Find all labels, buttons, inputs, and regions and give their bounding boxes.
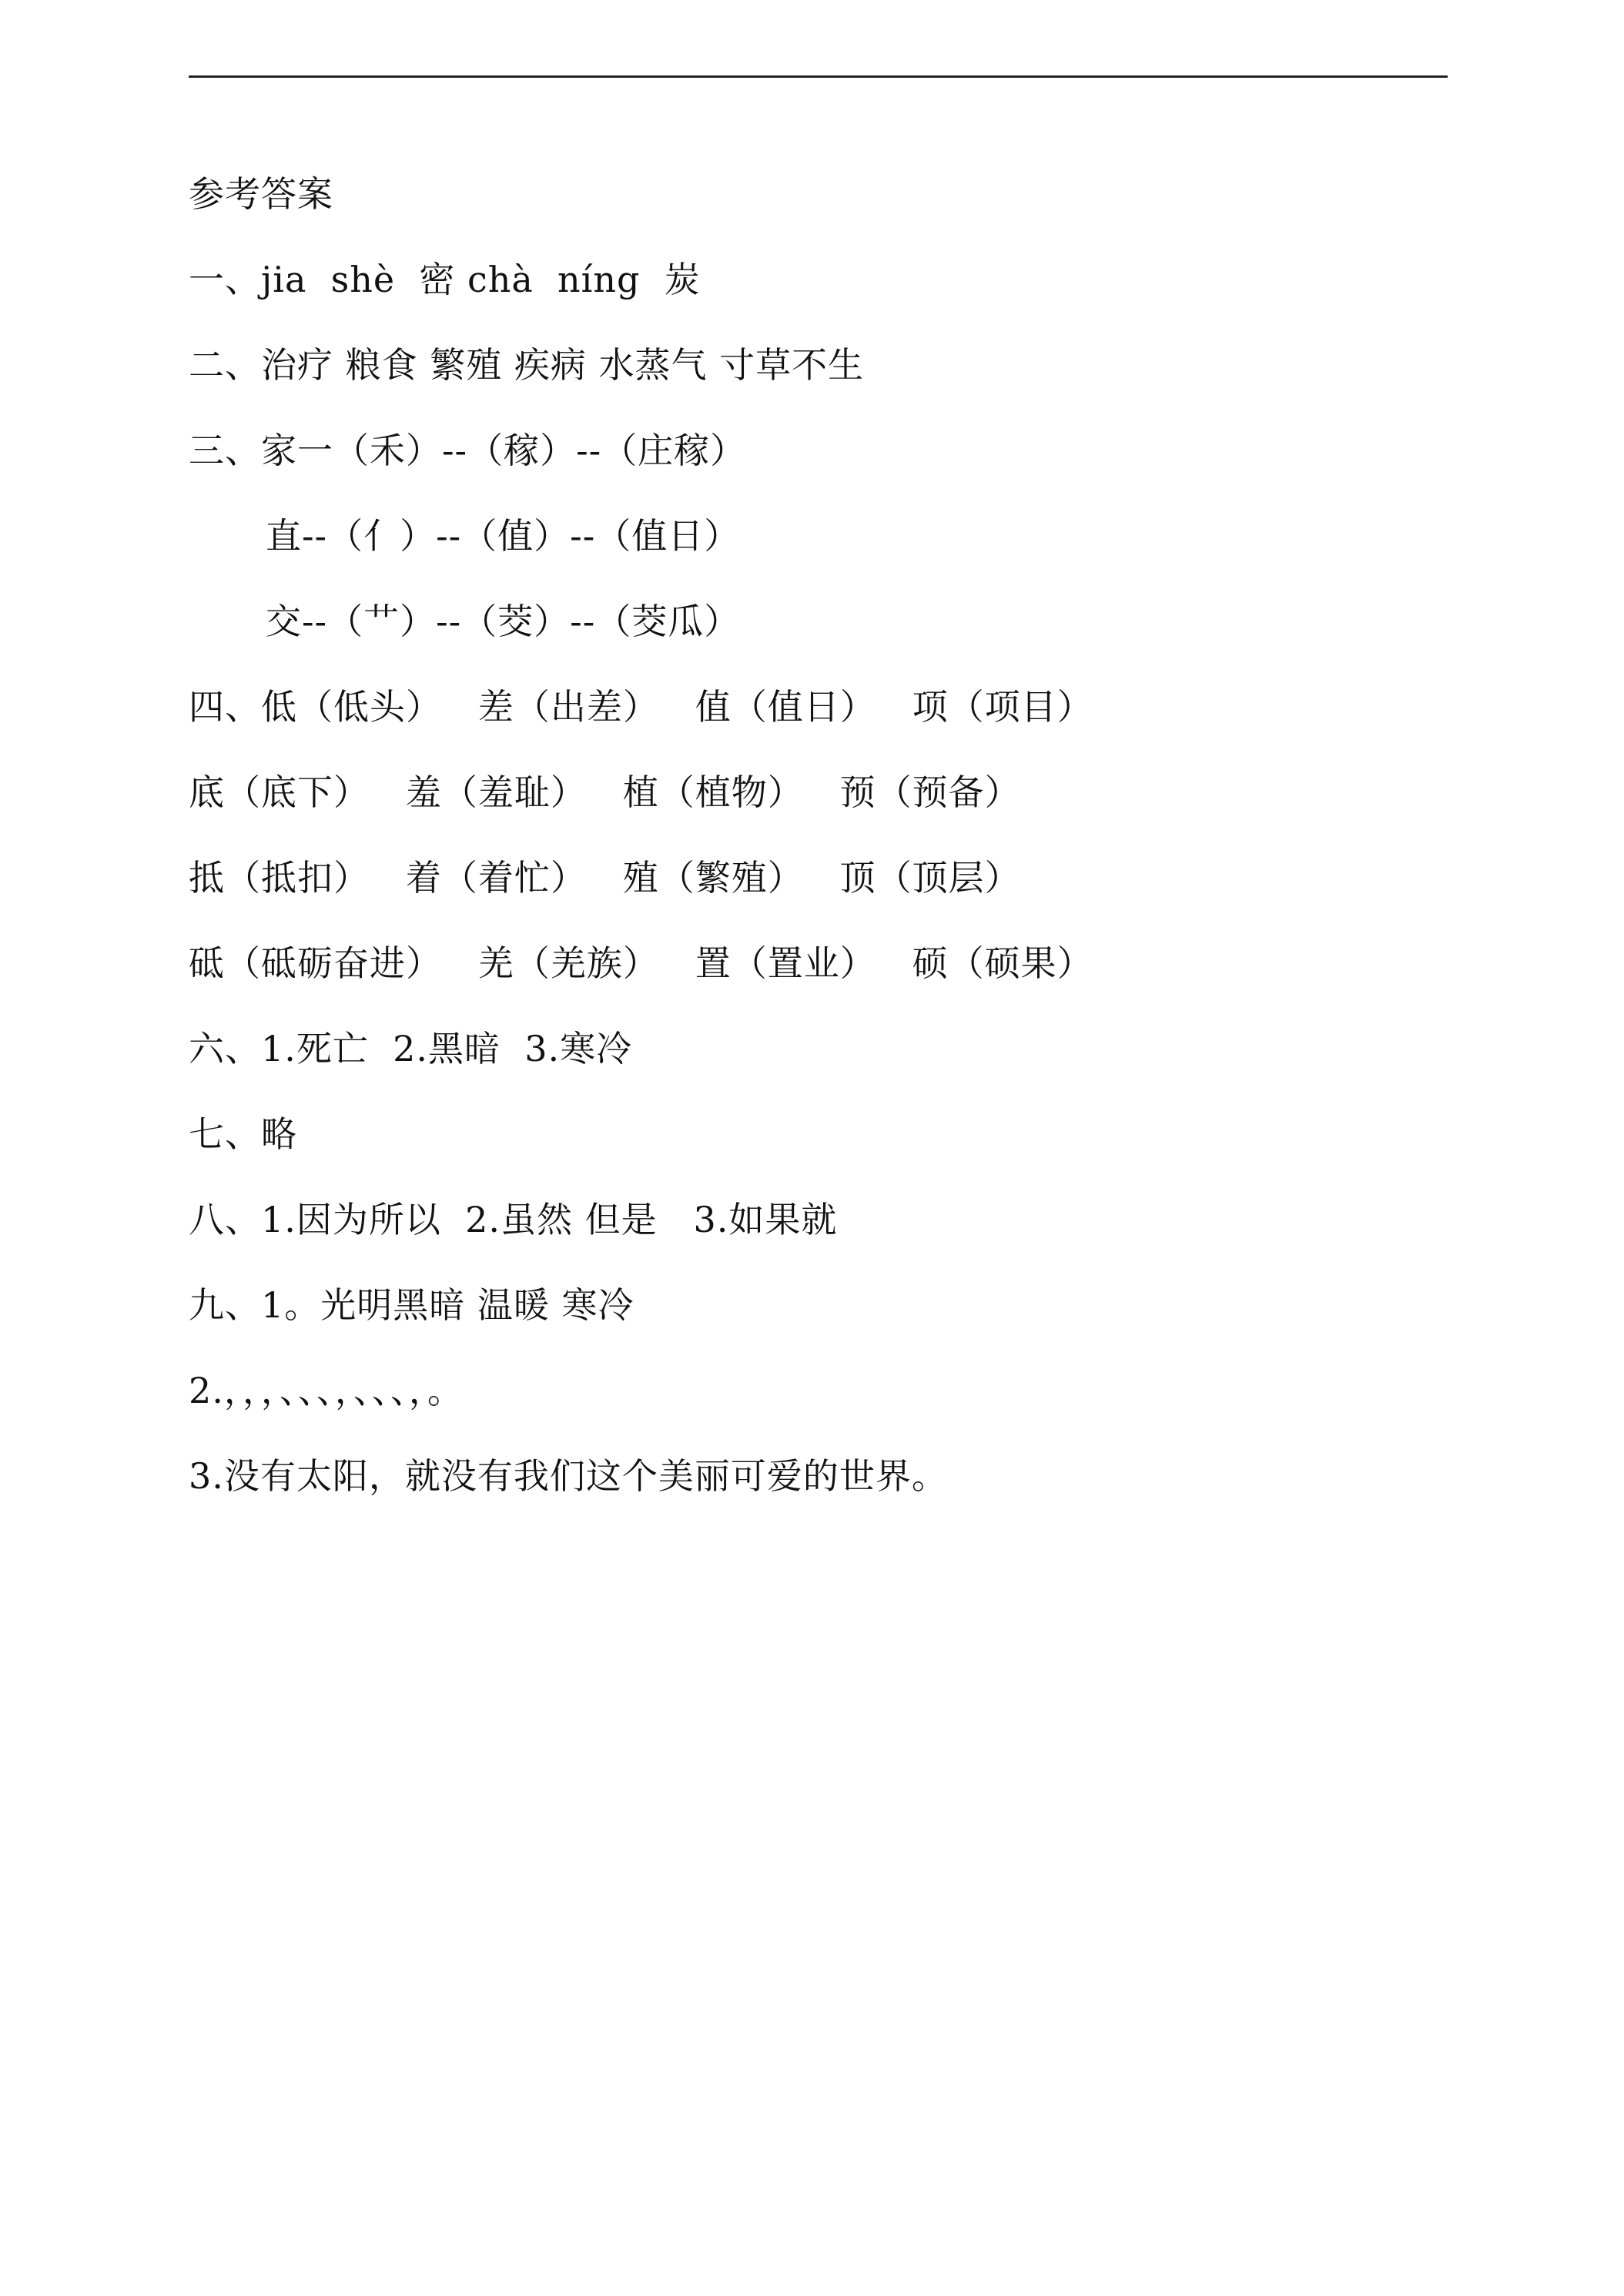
answer-line-8: 八、1.因为所以 2.虽然 但是 3.如果就 bbox=[189, 1199, 838, 1240]
answer-line-4: 四、低（低头） 差（出差） 值（值日） 项（项目） bbox=[189, 686, 1093, 728]
header-rule bbox=[189, 75, 1448, 78]
answer-line-9b: 2.，，，、、、，、、、，。 bbox=[189, 1370, 464, 1411]
answer-line-4d: 砥（砥砺奋进） 羌（羌族） 置（置业） 硕（硕果） bbox=[189, 942, 1093, 984]
answer-line-4c: 抵（抵扣） 着（着忙） 殖（繁殖） 顶（顶层） bbox=[189, 857, 1021, 899]
answer-line-3c: 交--（艹）--（茭）--（茭瓜） bbox=[266, 601, 741, 642]
doc-title: 参考答案 bbox=[189, 173, 333, 215]
answer-line-3: 三、家一（禾）--（稼）--（庄稼） bbox=[189, 430, 747, 471]
answer-line-1: 一、jia shè 密 chà níng 炭 bbox=[189, 259, 701, 300]
answer-line-2: 二、治疗 粮食 繁殖 疾病 水蒸气 寸草不生 bbox=[189, 344, 865, 386]
answer-line-3b: 直--（亻）--（值）--（值日） bbox=[266, 515, 741, 557]
answer-line-4b: 底（底下） 羞（羞耻） 植（植物） 预（预备） bbox=[189, 771, 1021, 813]
answer-line-9: 九、1。光明黑暗 温暖 寒冷 bbox=[189, 1284, 635, 1326]
answer-line-6: 六、1.死亡 2.黑暗 3.寒冷 bbox=[189, 1028, 633, 1069]
answer-line-9c: 3.没有太阳，就没有我们这个美丽可爱的世界。 bbox=[189, 1455, 948, 1497]
answer-line-7: 七、略 bbox=[189, 1113, 297, 1155]
